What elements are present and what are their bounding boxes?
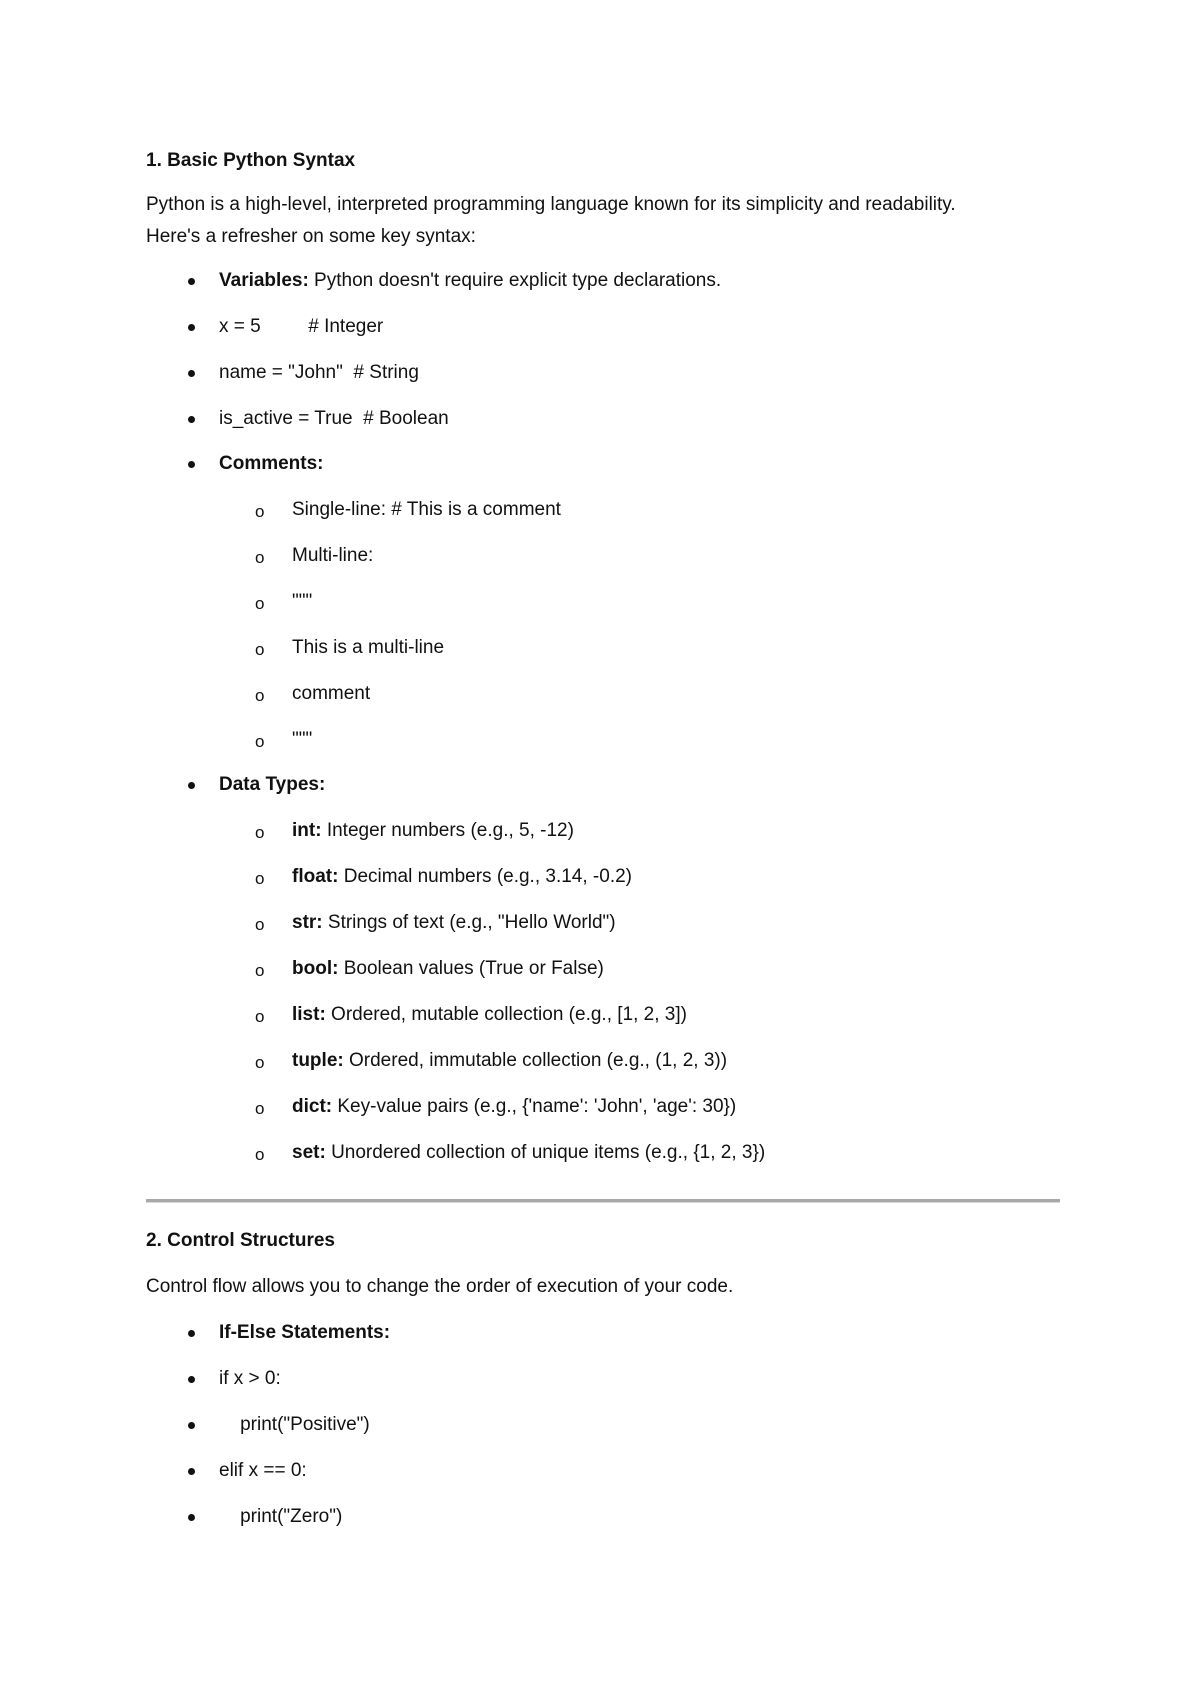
sub-bullet: o [255,732,265,751]
sub-bullet: o [255,1145,265,1164]
bullet-dot [188,1422,195,1429]
datatype-item [292,1004,687,1026]
datatype-name: set: [292,1142,326,1163]
code-line: elif x == 0: [219,1460,307,1481]
sub-bullet: o [255,869,265,888]
code-line: print("Zero") [219,1506,343,1527]
bullet-dot [188,370,195,377]
datatype-desc: Strings of text (e.g., "Hello World") [322,912,616,933]
section1-intro-line1: Python is a high-level, interpreted programming language known for its simplicity and readability. [146,194,956,215]
sub-bullet: o [255,640,265,659]
horizontal-divider [146,1199,1060,1203]
code-line-name: name = "John" # String [219,362,419,383]
section1-heading: 1. Basic Python Syntax [146,150,356,171]
datatype-item [292,866,632,888]
datatype-desc: Ordered, mutable collection (e.g., [1, 2, 3]) [325,1004,687,1025]
bullet-dot [188,324,195,331]
datatype-name: float: [292,866,339,887]
comment-item: """ [292,591,313,612]
datatype-name: bool: [292,958,339,979]
datatype-desc: Ordered, immutable collection (e.g., (1, 2, 3)) [343,1050,728,1071]
variables-label: Variables: [219,270,309,291]
bullet-dot [188,1376,195,1383]
sub-bullet: o [255,823,265,842]
datatype-item [292,912,616,934]
sub-bullet: o [255,686,265,705]
datatype-desc: Decimal numbers (e.g., 3.14, -0.2) [338,866,633,887]
variables-text: Python doesn't require explicit type declarations. [308,270,722,291]
datatype-desc: Integer numbers (e.g., 5, -12) [321,820,574,841]
bullet-dot [188,1330,195,1337]
datatype-name: str: [292,912,323,933]
datatype-item [292,1050,727,1072]
code-line-x: x = 5 # Integer [219,316,384,337]
comment-item: Multi-line: [292,545,374,566]
datatypes-label: Data Types: [219,774,326,795]
section1-intro-line2: Here's a refresher on some key syntax: [146,226,476,247]
list-item-variables [219,270,721,292]
datatype-item [292,958,604,980]
bullet-dot [188,1514,195,1521]
bullet-dot [188,782,195,789]
sub-bullet: o [255,502,265,521]
code-line: if x > 0: [219,1368,281,1389]
code-line-is-active: is_active = True # Boolean [219,408,449,429]
sub-bullet: o [255,594,265,613]
ifelse-label: If-Else Statements: [219,1322,391,1343]
section2-intro: Control flow allows you to change the order of execution of your code. [146,1276,734,1297]
sub-bullet: o [255,915,265,934]
datatype-item [292,1096,736,1118]
bullet-dot [188,1468,195,1475]
section2-heading: 2. Control Structures [146,1230,335,1251]
bullet-dot [188,461,195,468]
bullet-dot [188,416,195,423]
datatype-desc: Boolean values (True or False) [338,958,604,979]
comment-item: comment [292,683,371,704]
datatype-name: tuple: [292,1050,344,1071]
code-line: print("Positive") [219,1414,370,1435]
comments-label: Comments: [219,453,324,474]
datatype-desc: Unordered collection of unique items (e.g., {1, 2, 3}) [325,1142,766,1163]
comment-item: """ [292,729,313,750]
sub-bullet: o [255,548,265,567]
datatype-item [292,1142,765,1164]
sub-bullet: o [255,1053,265,1072]
datatype-name: list: [292,1004,326,1025]
datatype-desc: Key-value pairs (e.g., {'name': 'John', 'age': 30}) [332,1096,737,1117]
bullet-dot [188,278,195,285]
sub-bullet: o [255,1007,265,1026]
datatype-item [292,820,574,842]
sub-bullet: o [255,1099,265,1118]
comment-item: This is a multi-line [292,637,445,658]
sub-bullet: o [255,961,265,980]
comment-item: Single-line: # This is a comment [292,499,561,520]
datatype-name: dict: [292,1096,333,1117]
datatype-name: int: [292,820,322,841]
